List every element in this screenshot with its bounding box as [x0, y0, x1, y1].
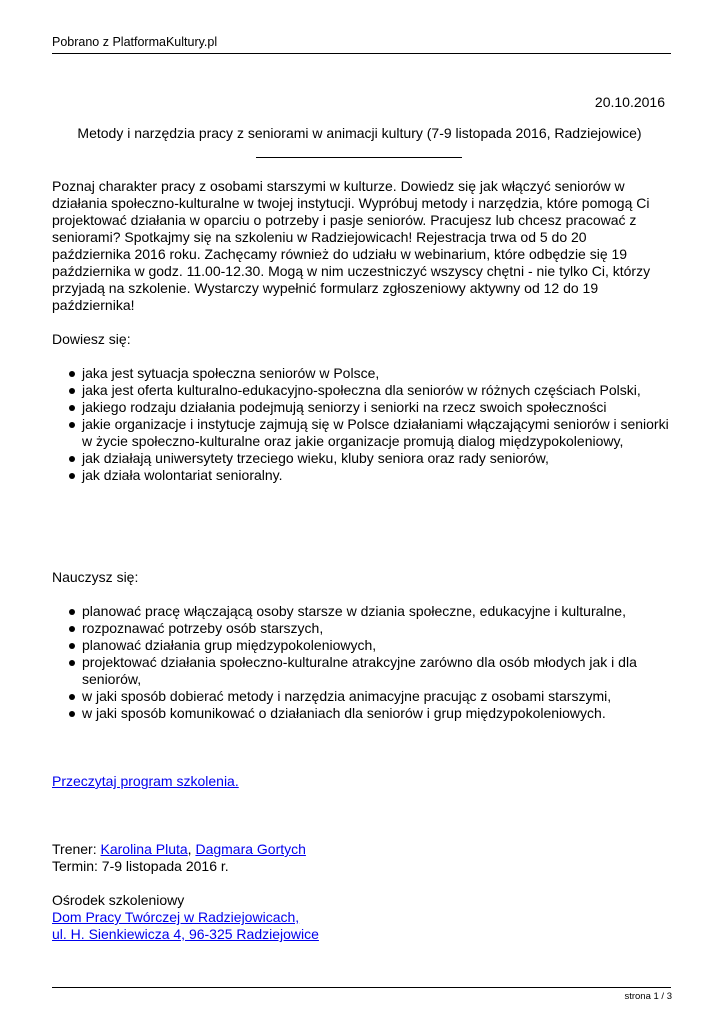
list-item: jak działa wolontariat senioralny.	[82, 467, 672, 484]
article-body	[52, 178, 672, 943]
list-item: jakiego rodzaju działania podejmują seniorzy i seniorki na rzecz swoich społeczności	[82, 399, 672, 416]
list-item: projektować działania społeczno-kulturalne atrakcyjne zarówno dla osób młodych jak i dla seniorów,	[82, 654, 672, 688]
list-item: w jaki sposób dobierać metody i narzędzia animacyjne pracując z osobami starszymi,	[82, 688, 672, 705]
title-divider	[256, 157, 462, 158]
venue-address-link[interactable]: ul. H. Sienkiewicza 4, 96-325 Radziejowice	[52, 926, 319, 942]
intro-paragraph: Poznaj charakter pracy z osobami starszymi w kulturze. Dowiedz się jak włączyć seniorów w działania społeczno-kulturalne w twojej instytucji. Wypróbuj metody i narzędzia, które pomogą Ci projektować działania w oparciu o potrzeby i pasje seniorów. Pracujesz lub chcesz pracować z seniorami? Spotkajmy się na szkoleniu w Radziejowicach! Rejestracja trwa od 5 do 20 października 2016 roku. Zachęcamy również do udziału w webinarium, które odbędzie się 19 października w godz. 11.00-12.30. Mogą w nim uczestniczyć wszyscy chętni - nie tylko Ci, którzy przyjadą na szkolenie. Wystarczy wypełnić formularz zgłoszeniowy aktywny od 12 do 19 października!	[52, 178, 651, 313]
list-item: jaka jest oferta kulturalno-edukacyjno-społeczna dla seniorów w różnych częściach Polski,	[82, 382, 672, 399]
list-item: rozpoznawać potrzeby osób starszych,	[82, 620, 672, 637]
footer-divider	[52, 987, 671, 988]
venue-label: Ośrodek szkoleniowy	[52, 892, 185, 908]
list-item: planować działania grup międzypokoleniowych,	[82, 637, 672, 654]
header-source-text: Pobrano z PlatformaKultury.pl	[52, 35, 218, 49]
page-number: strona 1 / 3	[624, 991, 672, 1002]
trainers-label: Trener:	[52, 841, 101, 857]
skills-list	[52, 603, 672, 722]
skills-heading: Nauczysz się:	[52, 569, 139, 585]
document-date: 20.10.2016	[594, 94, 665, 110]
list-item: w jaki sposób komunikować o działaniach dla seniorów i grup międzypokoleniowych.	[82, 705, 672, 722]
learn-about-heading: Dowiesz się:	[52, 331, 131, 347]
venue-name-link[interactable]: Dom Pracy Twórczej w Radziejowicach,	[52, 909, 300, 925]
trainers-line	[52, 841, 672, 858]
header-divider	[52, 53, 671, 54]
program-link[interactable]: Przeczytaj program szkolenia.	[52, 773, 239, 789]
page-title: Metody i narzędzia pracy z seniorami w animacji kultury (7-9 listopada 2016, Radziejowice)	[77, 125, 642, 141]
list-item: jaka jest sytuacja społeczna seniorów w Polsce,	[82, 365, 672, 382]
term-line: Termin: 7-9 listopada 2016 r.	[52, 858, 229, 874]
trainer-link-dagmara-gortych[interactable]: Dagmara Gortych	[195, 841, 306, 857]
list-item: jakie organizacje i instytucje zajmują się w Polsce działaniami włączającymi seniorów i seniorki w życie społeczno-kulturalne oraz jakie organizacje promują dialog międzypokoleniowy,	[82, 416, 672, 450]
learn-about-list	[52, 365, 672, 484]
trainer-link-karolina-pluta[interactable]: Karolina Pluta	[100, 841, 188, 857]
list-item: planować pracę włączającą osoby starsze w dziania społeczne, edukacyjne i kulturalne,	[82, 603, 672, 620]
list-item: jak działają uniwersytety trzeciego wieku, kluby seniora oraz rady seniorów,	[82, 450, 672, 467]
trainers-separator: ,	[187, 841, 196, 857]
